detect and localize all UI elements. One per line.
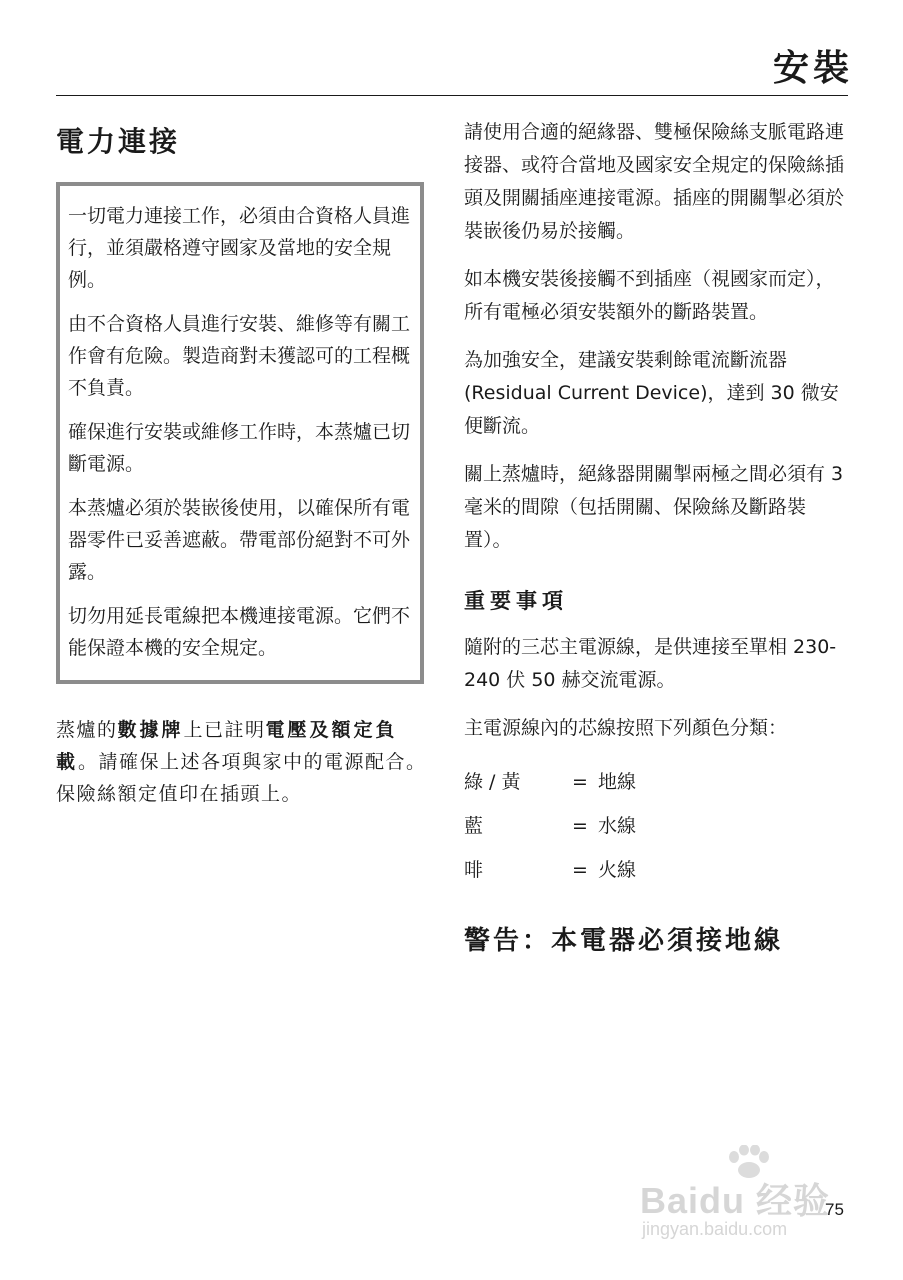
safety-notice-box bbox=[56, 182, 424, 684]
plate-bold-data-plate: 數據牌 bbox=[117, 719, 184, 741]
right-paragraph: 如本機安裝後接觸不到插座（視國家而定），所有電極必須安裝額外的斷路裝置。 bbox=[464, 268, 835, 323]
important-heading: 重要事項 bbox=[464, 589, 568, 613]
important-paragraph: 主電源線內的芯線按照下列顏色分類： bbox=[464, 717, 788, 739]
plate-text-3: 。請確保上述各項與家中的電源配合。保險絲額定值印在插頭上。 bbox=[56, 751, 427, 805]
right-column bbox=[464, 116, 849, 957]
data-plate-paragraph bbox=[56, 714, 440, 810]
equals-sign: = bbox=[572, 771, 588, 793]
right-paragraph: 關上蒸爐時，絕緣器開關掣兩極之間必須有 3 毫米的間隙（包括開關、保險絲及斷路裝置）。 bbox=[464, 463, 844, 551]
wire-color: 啡 bbox=[464, 859, 484, 881]
page-title: 安裝 bbox=[772, 48, 853, 89]
paw-print-icon bbox=[726, 1145, 770, 1179]
wire-color: 藍 bbox=[464, 815, 484, 837]
box-paragraph: 本蒸爐必須於裝嵌後使用，以確保所有電器零件已妥善遮蔽。帶電部份絕對不可外露。 bbox=[68, 497, 411, 583]
right-paragraph: 請使用合適的絕緣器、雙極保險絲支脈電路連接器、或符合當地及國家安全規定的保險絲插頭及開關插座連接電源。插座的開關掣必須於裝嵌後仍易於接觸。 bbox=[464, 121, 845, 242]
wire-color-row bbox=[464, 760, 849, 804]
baidu-watermark bbox=[640, 1145, 850, 1255]
plate-text-2: 上已註明 bbox=[183, 719, 266, 741]
wire-meaning: 火線 bbox=[598, 859, 637, 881]
wire-color: 綠 / 黃 bbox=[464, 771, 521, 793]
box-paragraph: 確保進行安裝或維修工作時，本蒸爐已切斷電源。 bbox=[68, 421, 411, 475]
watermark-url: jingyan.baidu.com bbox=[642, 1219, 788, 1239]
header-divider bbox=[56, 95, 848, 96]
section-heading-electrical-connection: 電力連接 bbox=[56, 125, 181, 158]
plate-text-1: 蒸爐的 bbox=[56, 719, 118, 741]
watermark-logo-text: Baidu 经验 bbox=[640, 1180, 831, 1221]
equals-sign: = bbox=[572, 859, 588, 881]
box-paragraph: 切勿用延長電線把本機連接電源。它們不能保證本機的安全規定。 bbox=[68, 605, 411, 659]
wire-meaning: 地線 bbox=[598, 771, 637, 793]
box-paragraph: 一切電力連接工作，必須由合資格人員進行，並須嚴格遵守國家及當地的安全規例。 bbox=[68, 205, 411, 291]
left-column bbox=[56, 120, 440, 810]
wire-color-row bbox=[464, 804, 849, 848]
important-paragraph: 隨附的三芯主電源線，是供連接至單相 230-240 伏 50 赫交流電源。 bbox=[464, 636, 837, 691]
equals-sign: = bbox=[572, 815, 588, 837]
box-paragraph: 由不合資格人員進行安裝、維修等有關工作會有危險。製造商對未獲認可的工程概不負責。 bbox=[68, 313, 411, 399]
grounding-warning-heading: 警告：本電器必須接地線 bbox=[464, 926, 784, 956]
plate-bold-voltage-rating: 電壓及額定負載 bbox=[56, 719, 398, 773]
wire-color-table bbox=[464, 760, 849, 892]
page-number: 75 bbox=[825, 1200, 844, 1219]
wire-color-row bbox=[464, 848, 849, 892]
wire-meaning: 水線 bbox=[598, 815, 637, 837]
right-paragraph: 為加強安全，建議安裝剩餘電流斷流器 (Residual Current Device)，達到 30 微安便斷流。 bbox=[464, 349, 839, 437]
